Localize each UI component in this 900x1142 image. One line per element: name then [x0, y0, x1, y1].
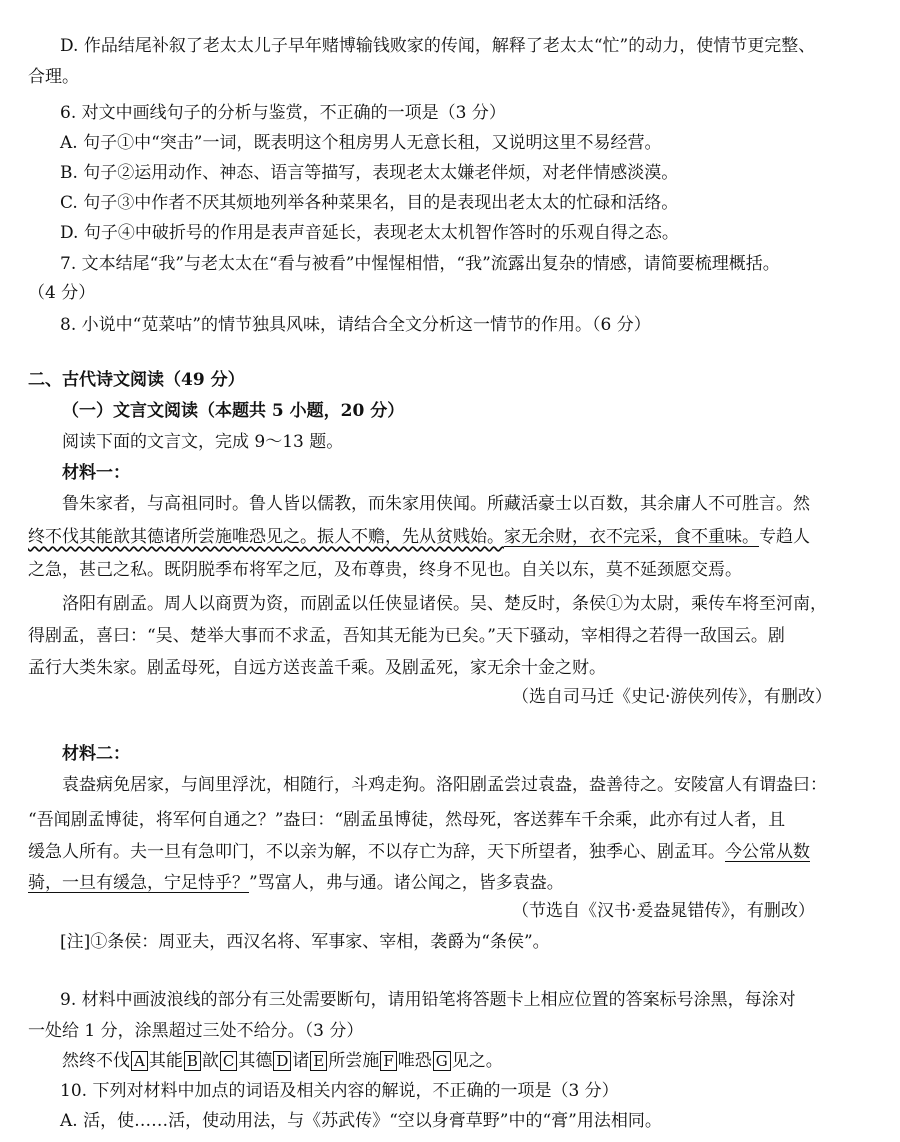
- material-one-label: 材料一：: [62, 463, 130, 483]
- underlined-sentence-end: 骑，一旦有缓急，宁足恃乎？: [28, 873, 249, 893]
- text-fragment: 专趋人: [759, 527, 810, 547]
- q9-segmented-sentence: [62, 1049, 503, 1073]
- material-one-source: （选自司马迁《史记·游侠列传》，有删改）: [512, 687, 832, 707]
- answer-box-b: B: [184, 1051, 201, 1071]
- q5-option-d-cont: 合理。: [28, 67, 79, 87]
- q5-option-d: D. 作品结尾补叙了老太太儿子早年赌博输钱败家的传闻，解释了老太太“忙”的动力，使情节更完整、: [60, 36, 816, 56]
- material-two-line-2: “吾闻剧孟博徒，将军何自通之？”盎曰：“剧孟虽博徒，然母死，客送葬车千余乘，此亦有过人者，且: [28, 810, 786, 830]
- q8-stem: 8. 小说中“苋菜咕”的情节独具风味，请结合全文分析这一情节的作用。（6 分）: [60, 315, 651, 335]
- q10-option-a: A. 活，使……活，使动用法，与《苏武传》“空以身膏草野”中的“膏”用法相同。: [60, 1111, 662, 1131]
- text-fragment: 唯恐: [397, 1051, 432, 1071]
- material-one-line-3: 之急，甚己之私。既阴脱季布将军之厄，及布尊贵，终身不见也。自关以东，莫不延颈愿交焉。: [28, 560, 742, 580]
- text-fragment: 然终不伐: [62, 1051, 130, 1071]
- q6-stem: 6. 对文中画线句子的分析与鉴赏，不正确的一项是（3 分）: [60, 103, 506, 123]
- material-one-line-6: 孟行大类朱家。剧孟母死，自远方送丧盖千乘。及剧孟死，家无余十金之财。: [28, 658, 606, 678]
- material-two-line-1: 袁盎病免居家，与闾里浮沈，相随行，斗鸡走狗。洛阳剧孟尝过袁盎，盎善待之。安陵富人有谓盎曰：: [62, 775, 827, 795]
- reading-instruction: 阅读下面的文言文，完成 9～13 题。: [62, 432, 344, 452]
- q7-score: （4 分）: [28, 283, 96, 303]
- q10-stem: 10. 下列对材料中加点的词语及相关内容的解说，不正确的一项是（3 分）: [60, 1081, 619, 1101]
- subsection-heading: （一）文言文阅读（本题共 5 小题，20 分）: [62, 401, 405, 421]
- answer-box-e: E: [310, 1051, 327, 1071]
- material-one-line-1: 鲁朱家者，与高祖同时。鲁人皆以儒教，而朱家用侠闻。所藏活豪士以百数，其余庸人不可胜言。然: [62, 494, 810, 514]
- text-fragment: 歆: [201, 1051, 219, 1071]
- answer-box-g: G: [433, 1051, 451, 1071]
- text-fragment: 缓急人所有。夫一旦有急叩门，不以亲为解，不以存亡为辞，天下所望者，独季心、剧孟耳。: [28, 842, 725, 862]
- answer-box-c: C: [220, 1051, 237, 1071]
- q7-stem: 7. 文本结尾“我”与老太太在“看与被看”中惺惺相惜，“我”流露出复杂的情感，请简要梳理概括。: [60, 254, 780, 274]
- text-fragment: 所尝施: [328, 1051, 380, 1071]
- answer-box-a: A: [131, 1051, 148, 1071]
- material-one-line-4: 洛阳有剧孟。周人以商贾为资，而剧孟以任侠显诸侯。吴、楚反时，条侯①为太尉，乘传车将至河南，: [62, 594, 827, 614]
- text-fragment: 其德: [238, 1051, 273, 1071]
- text-fragment: ”骂富人，弗与通。诸公闻之，皆多袁盎。: [249, 873, 564, 893]
- material-two-line-3: [28, 840, 810, 864]
- q6-option-b: B. 句子②运用动作、神态、语言等描写，表现老太太嫌老伴烦，对老伴情感淡漠。: [60, 163, 679, 183]
- material-two-source: （节选自《汉书·爰盎晁错传》，有删改）: [512, 901, 815, 921]
- q9-stem: 9. 材料中画波浪线的部分有三处需要断句，请用铅笔将答题卡上相应位置的答案标号涂黑，每涂对: [60, 990, 796, 1010]
- section-heading: 二、古代诗文阅读（49 分）: [28, 370, 245, 390]
- underlined-sentence-start: 今公常从数: [725, 842, 810, 862]
- material-two-line-4: [28, 871, 564, 895]
- q9-stem-cont: 一处给 1 分，涂黑超过三处不给分。（3 分）: [28, 1021, 364, 1041]
- answer-box-f: F: [380, 1051, 396, 1071]
- q6-option-c: C. 句子③中作者不厌其烦地列举各种菜果名，目的是表现出老太太的忙碌和活络。: [60, 193, 679, 213]
- material-one-line-2: [28, 525, 810, 549]
- q6-option-a: A. 句子①中“突击”一词，既表明这个租房男人无意长租，又说明这里不易经营。: [60, 133, 662, 153]
- q6-option-d: D. 句子④中破折号的作用是表声音延长，表现老太太机智作答时的乐观自得之态。: [60, 223, 679, 243]
- annotation-note: [注]①条侯：周亚夫，西汉名将、军事家、宰相，袭爵为“条侯”。: [60, 932, 550, 952]
- text-fragment: 见之。: [451, 1051, 503, 1071]
- answer-box-d: D: [273, 1051, 291, 1071]
- material-one-line-5: 得剧孟，喜曰：“吴、楚举大事而不求孟，吾知其无能为已矣。”天下骚动，宰相得之若得一敌国云。剧: [28, 626, 785, 646]
- material-two-label: 材料二：: [62, 744, 130, 764]
- wavy-segment: 终不伐其能歆其德诸所尝施唯恐见之。振人不赡，先从贫贱始。: [28, 527, 504, 547]
- underlined-sentence: 家无余财，衣不完采，食不重味。: [504, 527, 759, 547]
- text-fragment: 诸: [292, 1051, 310, 1071]
- text-fragment: 其能: [148, 1051, 183, 1071]
